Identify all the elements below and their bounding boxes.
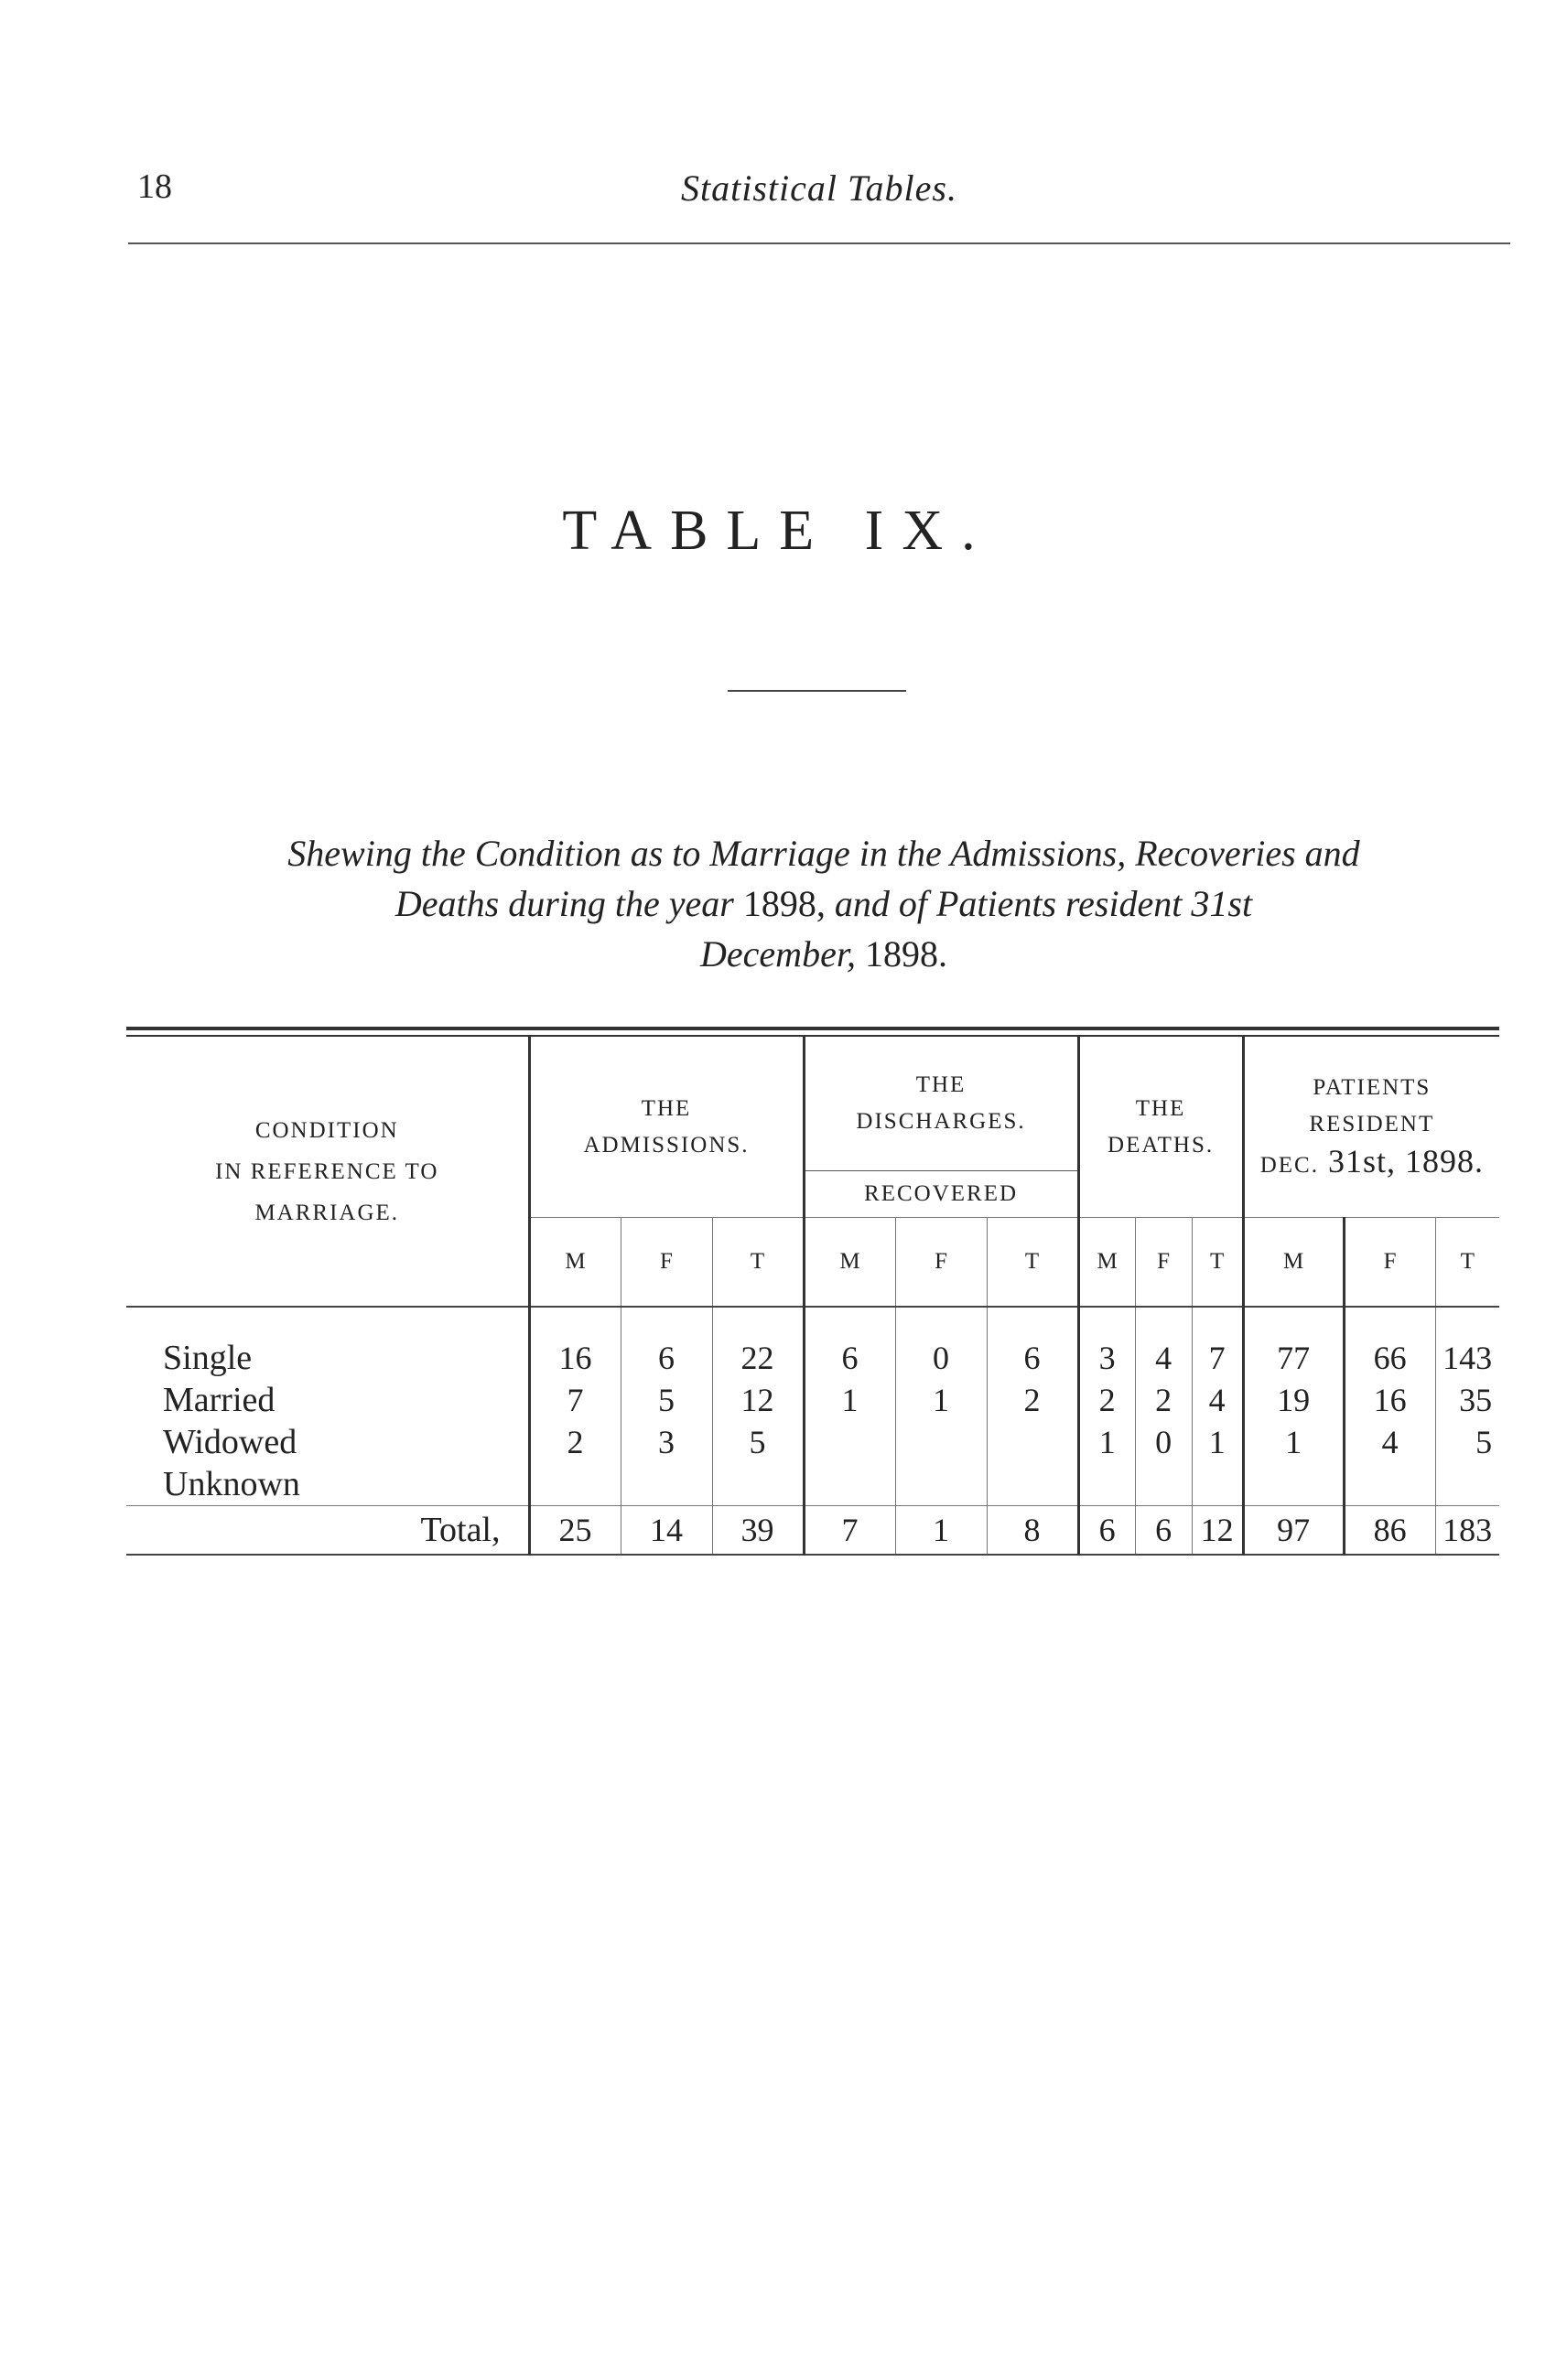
total-cell: 6 [1078, 1506, 1135, 1556]
statistics-table [126, 1037, 1499, 1556]
deaths-t-header: T [1192, 1218, 1243, 1308]
page-number: 18 [137, 167, 172, 206]
table-cell: 2 [1135, 1379, 1192, 1421]
table-cell [1243, 1463, 1344, 1506]
title-rule [728, 690, 906, 692]
table-cell [804, 1421, 895, 1463]
table-cell: 1 [1078, 1421, 1135, 1463]
table-row [126, 1463, 1499, 1506]
table-row [126, 1421, 1499, 1463]
total-row [126, 1506, 1499, 1556]
resident-header: PATIENTS RESIDENT DEC. 31st, 1898. [1243, 1037, 1499, 1218]
table-cell: 19 [1243, 1379, 1344, 1421]
row-label: Unknown [163, 1465, 300, 1503]
total-cell: 12 [1192, 1506, 1243, 1556]
table-cell [1135, 1463, 1192, 1506]
table-cell [529, 1463, 621, 1506]
table-cell: 6 [621, 1337, 712, 1379]
caption-line-2: Deaths during the year 1898, and of Patients resident 31st [394, 883, 1253, 924]
table-cell: 35 [1435, 1379, 1499, 1421]
caption-line-1: Shewing the Condition as to Marriage in the Admissions, Recoveries and [287, 833, 1360, 874]
table-cell [621, 1463, 712, 1506]
total-cell: 7 [804, 1506, 895, 1556]
total-cell: 39 [712, 1506, 804, 1556]
table-cell: 16 [529, 1337, 621, 1379]
total-cell: 6 [1135, 1506, 1192, 1556]
row-label: Married [163, 1381, 276, 1419]
table-cell: 1 [1243, 1421, 1344, 1463]
table-cell: 7 [529, 1379, 621, 1421]
table-row [126, 1379, 1499, 1421]
table-row [126, 1337, 1499, 1379]
table-cell: 5 [621, 1379, 712, 1421]
header-rule [128, 242, 1510, 244]
discharges-header: THE DISCHARGES. [804, 1037, 1078, 1171]
total-label: Total, [126, 1506, 529, 1556]
table-caption [119, 828, 1529, 979]
table-cell: 12 [712, 1379, 804, 1421]
table-cell: 7 [1192, 1337, 1243, 1379]
table-cell: 0 [1135, 1421, 1192, 1463]
condition-header: CONDITION IN REFERENCE TO MARRIAGE. [126, 1037, 529, 1307]
table-cell: 77 [1243, 1337, 1344, 1379]
resident-date: DEC. 31st, 1898. [1259, 1143, 1484, 1179]
table-cell: 1 [804, 1379, 895, 1421]
resident-t-header: T [1435, 1218, 1499, 1308]
admissions-header: THE ADMISSIONS. [529, 1037, 804, 1218]
total-cell: 25 [529, 1506, 621, 1556]
table-top-rule [126, 1027, 1499, 1030]
table-cell: 22 [712, 1337, 804, 1379]
table-cell [712, 1463, 804, 1506]
table-cell: 1 [895, 1379, 987, 1421]
table-cell [1078, 1463, 1135, 1506]
table-cell [1435, 1463, 1499, 1506]
deaths-m-header: M [1078, 1218, 1135, 1308]
resident-m-header: M [1243, 1218, 1344, 1308]
table-cell: 4 [1135, 1337, 1192, 1379]
table-cell [1192, 1463, 1243, 1506]
table-cell: 1 [1192, 1421, 1243, 1463]
table-body [126, 1307, 1499, 1555]
total-cell: 1 [895, 1506, 987, 1556]
table-cell [895, 1421, 987, 1463]
total-cell: 86 [1344, 1506, 1435, 1556]
table-cell: 6 [987, 1337, 1078, 1379]
statistics-table-wrapper [126, 1027, 1499, 1556]
table-title: TABLE IX. [562, 500, 994, 562]
admissions-t-header: T [712, 1218, 804, 1308]
table-cell: 143 [1435, 1337, 1499, 1379]
table-cell: 3 [1078, 1337, 1135, 1379]
total-cell: 8 [987, 1506, 1078, 1556]
caption-line-3: December, 1898. [700, 933, 947, 975]
table-cell: 0 [895, 1337, 987, 1379]
total-cell: 97 [1243, 1506, 1344, 1556]
total-cell: 183 [1435, 1506, 1499, 1556]
table-cell: 4 [1192, 1379, 1243, 1421]
table-cell: 4 [1344, 1421, 1435, 1463]
deaths-header: THE DEATHS. [1078, 1037, 1243, 1218]
row-label: Single [163, 1339, 253, 1377]
running-head [128, 167, 1510, 212]
resident-f-header: F [1344, 1218, 1435, 1308]
admissions-f-header: F [621, 1218, 712, 1308]
running-title: Statistical Tables. [680, 167, 957, 209]
table-cell: 2 [987, 1379, 1078, 1421]
table-cell [987, 1421, 1078, 1463]
group-header-row [126, 1037, 1499, 1171]
table-cell: 5 [1435, 1421, 1499, 1463]
admissions-m-header: M [529, 1218, 621, 1308]
total-cell: 14 [621, 1506, 712, 1556]
recovered-header: RECOVERED [804, 1171, 1078, 1218]
table-cell: 6 [804, 1337, 895, 1379]
table-cell: 2 [1078, 1379, 1135, 1421]
discharges-t-header: T [987, 1218, 1078, 1308]
table-cell [895, 1463, 987, 1506]
table-cell [987, 1463, 1078, 1506]
discharges-m-header: M [804, 1218, 895, 1308]
table-cell: 5 [712, 1421, 804, 1463]
table-cell: 16 [1344, 1379, 1435, 1421]
table-cell: 3 [621, 1421, 712, 1463]
table-cell: 66 [1344, 1337, 1435, 1379]
deaths-f-header: F [1135, 1218, 1192, 1308]
spacer-row [126, 1307, 1499, 1337]
row-label: Widowed [163, 1423, 297, 1461]
table-cell [1344, 1463, 1435, 1506]
table-cell [804, 1463, 895, 1506]
discharges-f-header: F [895, 1218, 987, 1308]
table-cell: 2 [529, 1421, 621, 1463]
